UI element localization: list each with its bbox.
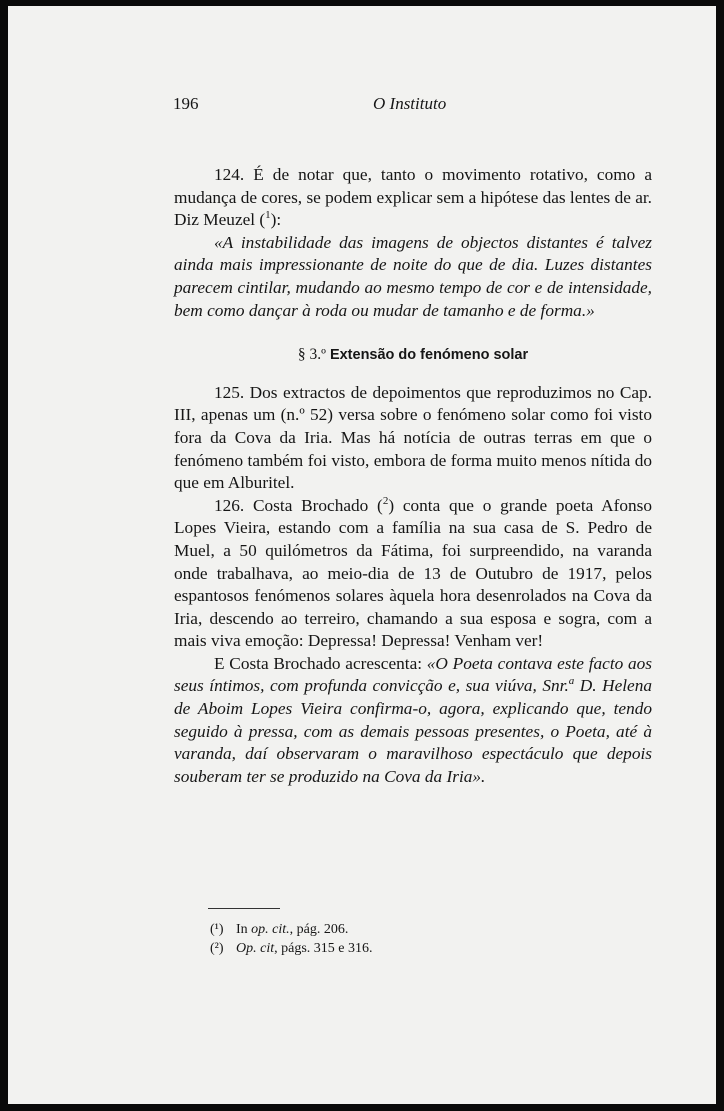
footnote-prefix: In [236,922,252,937]
running-title: O Instituto [373,94,447,113]
footnote-mark: (²) [210,941,224,956]
footnote-citation: op. cit. [251,922,290,937]
footnote-ref-2: 2 [382,494,389,507]
quote-brochado-part1: «O Poeta contava este facto aos seus íntimos, com profunda convicção e, sua viúva, Snr. [174,653,652,696]
page-number: 196 [173,94,199,113]
footnotes [210,920,570,958]
quote-brochado-part2: D. Helena de Aboim Lopes Vieira confirma-o, agora, explicando que, tendo seguido à pressa, com as demais pessoas presentes, o Poeta, até à varanda, daí observaram o maravilhoso espectáculo que depois souberam ter se produzido na Cova da Iria». [174,676,652,786]
footnote-rule [208,908,280,909]
footnote-ref-1: 1 [265,209,271,222]
running-header [173,94,553,118]
paragraph-125: 125. Dos extractos de depoimentos que reproduzimos no Cap. III, apenas um (n.º 52) versa sobre o fenómeno solar como foi visto fora da Cova da Iria. Mas há notícia de outras terras em que o fenómeno também foi visto, embora de forma muito menos nítida do que em Alburitel. [174,382,652,493]
footnote-1 [210,920,570,939]
paragraph-127 [174,653,652,789]
paragraph-124 [174,164,652,232]
paragraph-126 [174,495,652,653]
section-heading [174,344,652,367]
section-title: Extensão do fenómeno solar [329,347,529,364]
paragraph-126-before-ref: 126. Costa Brochado ( [214,495,383,515]
footnote-2 [210,939,570,958]
section-symbol: § 3.º [297,346,326,364]
quote-brochado-sup: a [568,675,575,688]
paragraph-124-after-ref: ): [270,210,282,230]
footnote-pages: , pág. 206. [289,922,349,937]
paragraph-126-text: ) conta que o grande poeta Afonso Lopes Vieira, estando com a família na sua casa de S. Pedro de Muel, a 50 quilómetros da Fátima, foi surpreendido, na varanda onde trabalhava, ao meio-dia de 13 de Outubro de 1917, pelos espantosos fenómenos solares àquela hora desenrolados na Cova da Iria, descendo ao terreiro, chamando a sua esposa e sogra, com a mais viva emoção: Depressa! Depressa! Venham ver! [174,495,653,651]
footnote-mark: (¹) [210,922,224,937]
paragraph-127-lead: E Costa Brochado acrescenta: [214,653,427,673]
footnote-citation: Op. cit [236,941,275,956]
book-page [8,6,716,1104]
footnote-pages: , págs. 315 e 316. [274,941,373,956]
page-body [174,164,652,788]
quote-meuzel: «A instabilidade das imagens de objectos distantes é talvez ainda mais impressionante de noite do que de dia. Luzes distantes parecem cintilar, mudando ao mesmo tempo de cor e de intensidade, bem como dançar à roda ou mudar de tamanho e de forma.» [174,232,652,320]
paragraph-124-intro: 124. É de notar que, tanto o movimento rotativo, como a mudança de cores, se podem explicar sem a hipótese das lentes de ar. Diz Meuzel ( [174,165,652,230]
